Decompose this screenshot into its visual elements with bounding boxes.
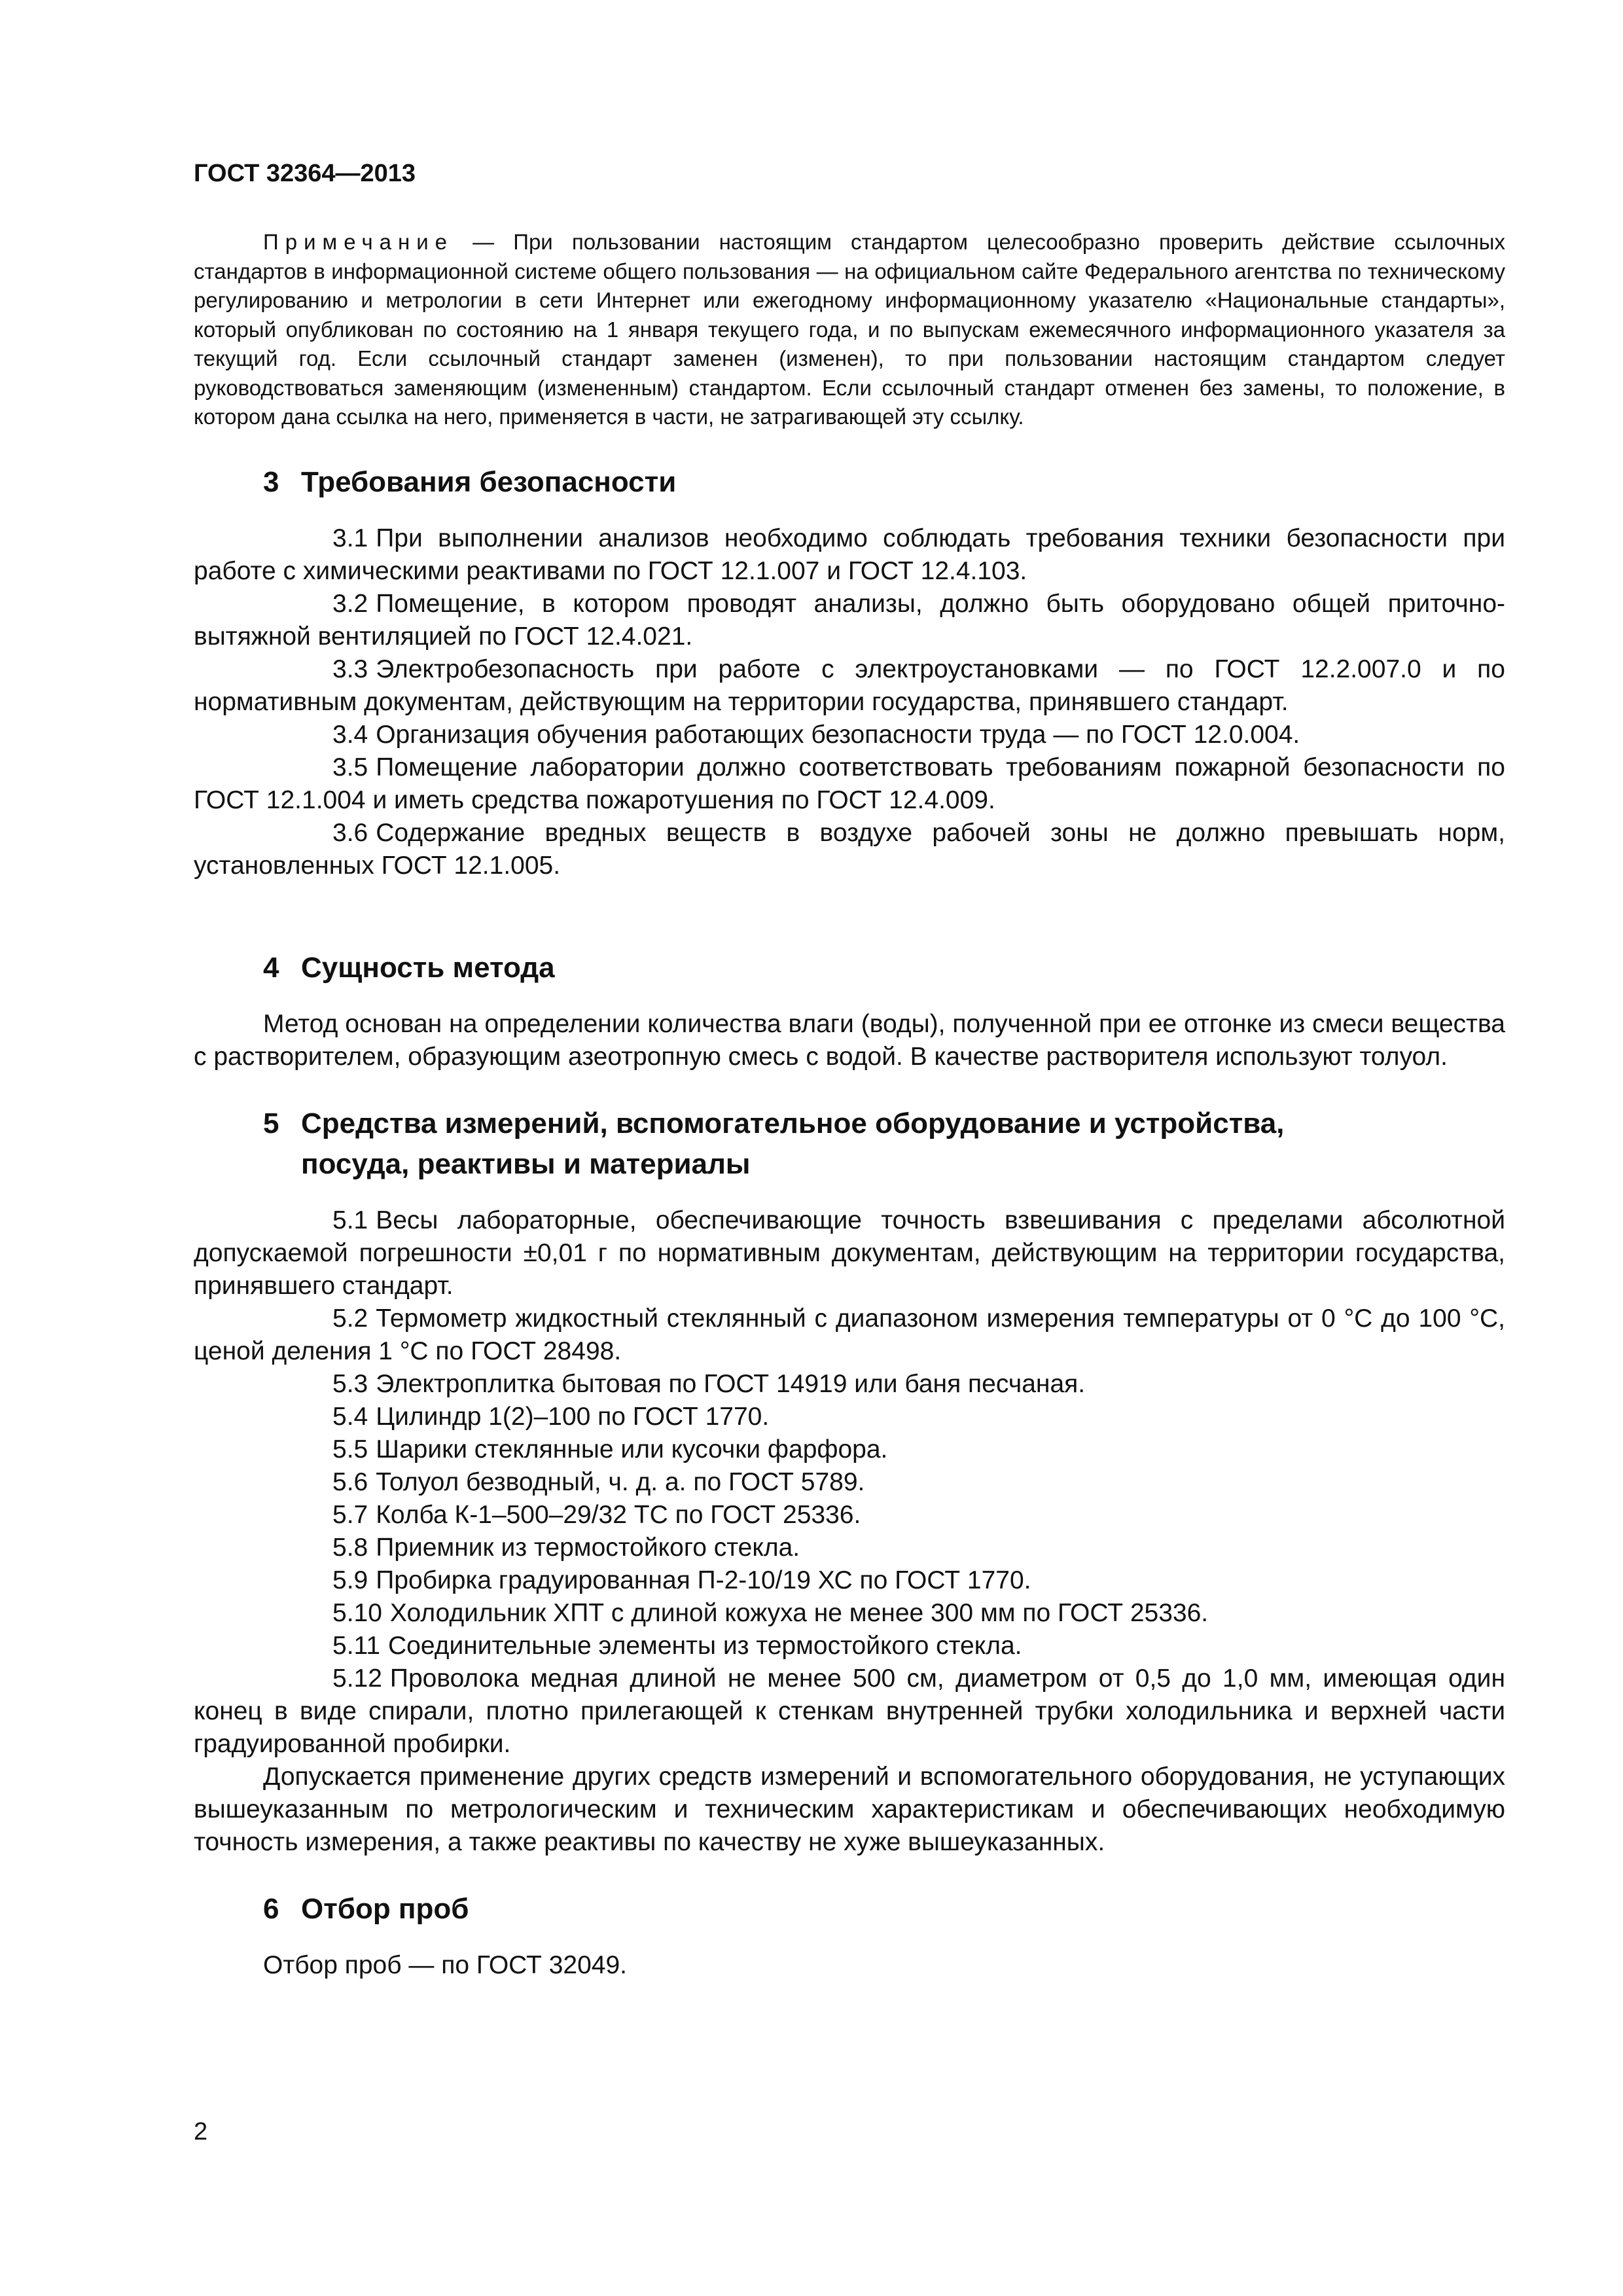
clause-3-6 xyxy=(194,817,1505,882)
clause-number: 5.6 xyxy=(332,1467,368,1496)
section-4-text: Метод основан на определении количества влаги (воды), полученной при ее отгонке из смеси вещества с растворителем, образующим азеотропную смесь с водой. В качестве растворителя используют толуол. xyxy=(194,1009,1505,1071)
note-label: Примечание xyxy=(263,230,454,254)
clause-text: Соединительные элементы из термостойкого стекла. xyxy=(388,1631,1022,1660)
clause-number: 3.3 xyxy=(332,655,368,683)
clause-5-4 xyxy=(194,1401,1505,1433)
clause-number: 5.5 xyxy=(332,1435,368,1463)
clause-number: 5.4 xyxy=(332,1402,368,1431)
clause-text: Содержание вредных веществ в воздухе рабочей зоны не должно превышать норм, установленных ГОСТ 12.1.005. xyxy=(194,818,1505,880)
clause-number: 5.12 xyxy=(332,1664,382,1693)
document-header: ГОСТ 32364—2013 xyxy=(194,160,416,187)
clause-5-6 xyxy=(194,1466,1505,1499)
clause-3-4 xyxy=(194,719,1505,751)
clause-number: 5.8 xyxy=(332,1533,368,1562)
section-5-closing: Допускается применение других средств измерений и вспомогательного оборудования, не уступающих вышеуказанным по метрологическим и техническим характеристикам и обеспечивающих необходимую точность измерения, а также реактивы по качеству не хуже вышеуказанных. xyxy=(194,1762,1505,1856)
section-5-title-line-1: Средства измерений, вспомогательное оборудование и устройства, xyxy=(301,1107,1285,1139)
clause-text: Колба К-1–500–29/32 ТС по ГОСТ 25336. xyxy=(376,1500,861,1529)
clause-text: Цилиндр 1(2)–100 по ГОСТ 1770. xyxy=(376,1402,770,1431)
note-text: — При пользовании настоящим стандартом целесообразно проверить действие ссылочных стандартов в информационной системе общего пользования — на официальном сайте Федерального агентства по техническому регулированию и метрологии в сети Интернет или ежегодному информационному указателю «Национальные стандарты», который опубликован по состоянию на 1 января текущего года, и по выпускам ежемесячного информационного указателя за текущий год. Если ссылочный стандарт заменен (изменен), то при пользовании настоящим стандартом следует руководствоваться заменяющим (измененным) стандартом. Если ссылочный стандарт отменен без замены, то положение, в котором дана ссылка на него, применяется в части, не затрагивающей эту ссылку. xyxy=(194,230,1505,429)
section-3-title-text: Требования безопасности xyxy=(301,465,677,498)
clause-text: При выполнении анализов необходимо соблюдать требования техники безопасности при работе с химическими реактивами по ГОСТ 12.1.007 и ГОСТ 12.4.103. xyxy=(194,524,1505,585)
clause-number: 3.6 xyxy=(332,818,368,847)
section-5-title xyxy=(194,1103,1505,1185)
document-page xyxy=(194,157,1505,1982)
section-6-number: 6 xyxy=(263,1892,279,1925)
clause-number: 5.3 xyxy=(332,1369,368,1398)
clause-text: Весы лабораторные, обеспечивающие точность взвешивания с пределами абсолютной допускаемой погрешности ±0,01 г по нормативным документам, действующим на территории государства, принявшего стандарт. xyxy=(194,1206,1505,1300)
reference-note xyxy=(194,228,1505,432)
clause-text: Электробезопасность при работе с электроустановками — по ГОСТ 12.2.007.0 и по нормативным документам, действующим на территории государства, принявшего стандарт. xyxy=(194,655,1505,716)
clause-number: 3.5 xyxy=(332,753,368,781)
clause-3-2 xyxy=(194,588,1505,653)
clause-3-3 xyxy=(194,653,1505,719)
clause-text: Шарики стеклянные или кусочки фарфора. xyxy=(376,1435,888,1463)
clause-text: Помещение лаборатории должно соответствовать требованиям пожарной безопасности по ГОСТ 12.1.004 и иметь средства пожаротушения по ГОСТ 12.4.009. xyxy=(194,753,1505,814)
clause-number: 5.11 xyxy=(332,1631,381,1660)
clause-5-7 xyxy=(194,1499,1505,1532)
section-6-title-text: Отбор проб xyxy=(301,1892,469,1925)
page-number: 2 xyxy=(194,2118,208,2145)
section-5-title-line-2: посуда, реактивы и материалы xyxy=(301,1147,751,1180)
clause-text: Проволока медная длиной не менее 500 см, диаметром от 0,5 до 1,0 мм, имеющая один конец в виде спирали, плотно прилегающей к стенкам внутренней трубки холодильника и верхней части градуированной пробирки. xyxy=(194,1664,1505,1758)
clause-5-10 xyxy=(194,1597,1505,1630)
clause-3-5 xyxy=(194,751,1505,817)
clause-5-2 xyxy=(194,1302,1505,1368)
clause-5-1 xyxy=(194,1204,1505,1302)
clause-text: Пробирка градуированная П-2-10/19 ХС по ГОСТ 1770. xyxy=(376,1566,1031,1594)
clause-5-11 xyxy=(194,1630,1505,1662)
section-4-number: 4 xyxy=(263,951,279,984)
section-4-title xyxy=(194,948,1505,988)
clause-text: Приемник из термостойкого стекла. xyxy=(376,1533,800,1562)
section-6-text: Отбор проб — по ГОСТ 32049. xyxy=(263,1950,627,1979)
clause-text: Холодильник ХПТ с длиной кожуха не менее 300 мм по ГОСТ 25336. xyxy=(389,1598,1209,1627)
clause-5-9 xyxy=(194,1564,1505,1597)
clause-number: 5.2 xyxy=(332,1304,368,1333)
clause-number: 5.7 xyxy=(332,1500,368,1529)
clause-number: 5.1 xyxy=(332,1206,368,1234)
clause-text: Организация обучения работающих безопасности труда — по ГОСТ 12.0.004. xyxy=(376,720,1300,749)
clause-number: 5.9 xyxy=(332,1566,368,1594)
clause-5-5 xyxy=(194,1433,1505,1466)
clause-number: 5.10 xyxy=(332,1598,382,1627)
clause-number: 3.1 xyxy=(332,524,368,552)
clause-5-3 xyxy=(194,1368,1505,1401)
clause-text: Электроплитка бытовая по ГОСТ 14919 или баня песчаная. xyxy=(376,1369,1086,1398)
section-3-number: 3 xyxy=(263,465,279,498)
clause-number: 3.4 xyxy=(332,720,368,749)
clause-3-1 xyxy=(194,522,1505,588)
clause-number: 3.2 xyxy=(332,589,368,618)
clause-text: Толуол безводный, ч. д. а. по ГОСТ 5789. xyxy=(376,1467,865,1496)
clause-5-8 xyxy=(194,1532,1505,1564)
section-5-number: 5 xyxy=(263,1107,279,1139)
clause-text: Помещение, в котором проводят анализы, должно быть оборудовано общей приточно-вытяжной вентиляцией по ГОСТ 12.4.021. xyxy=(194,589,1505,651)
clause-text: Термометр жидкостный стеклянный с диапазоном измерения температуры от 0 °С до 100 °С, ценой деления 1 °С по ГОСТ 28498. xyxy=(194,1304,1505,1365)
section-3-title xyxy=(194,462,1505,503)
section-6-title xyxy=(194,1889,1505,1929)
clause-5-12 xyxy=(194,1662,1505,1761)
section-4-title-text: Сущность метода xyxy=(301,951,555,984)
